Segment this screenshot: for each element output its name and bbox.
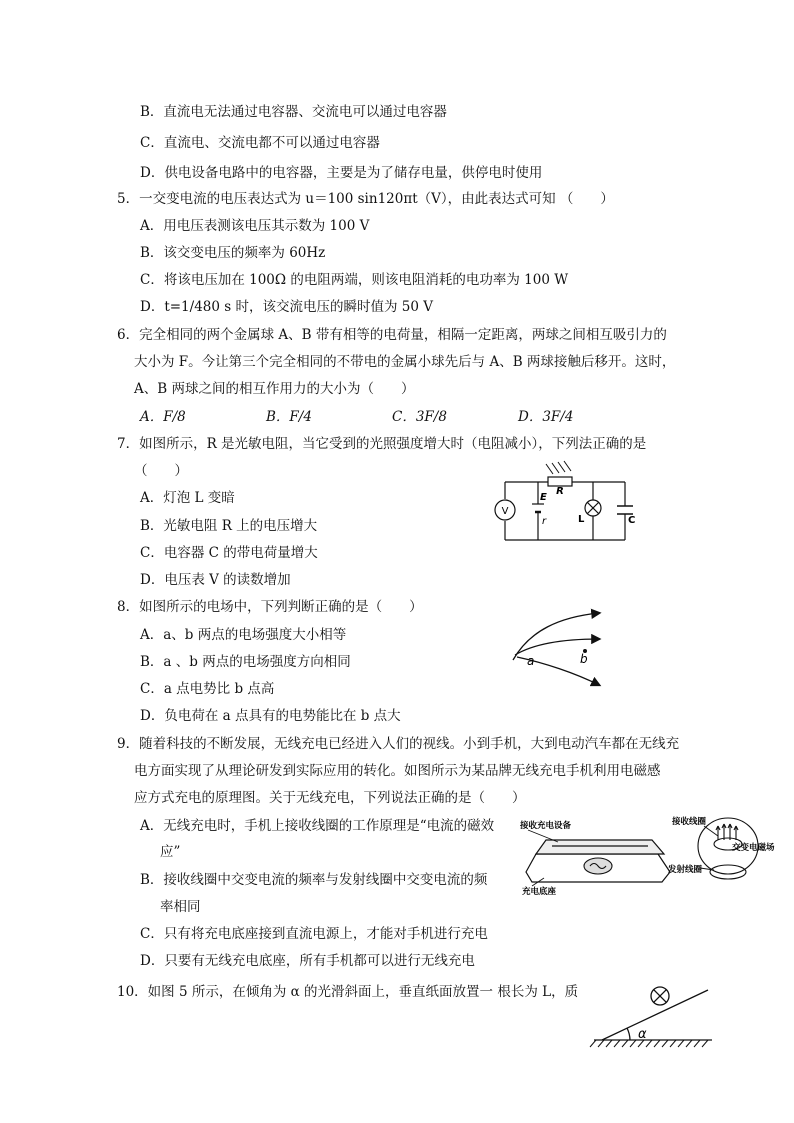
- capacitor-symbol: [617, 506, 633, 514]
- q8-field-lines-figure: [505, 605, 605, 690]
- q6-option-b: B．F/4: [266, 409, 312, 425]
- q5-option-c: C．将该电压加在 100Ω 的电阻两端，则该电阻消耗的电功率为 100 W: [140, 272, 569, 288]
- q6-option-a: A．F/8: [140, 409, 186, 425]
- q8-option-a: A．a、b 两点的电场强度大小相等: [140, 627, 347, 643]
- label-v: V: [501, 506, 509, 517]
- q4-option-c: C．直流电、交流电都不可以通过电容器: [140, 135, 380, 151]
- q9-stem-line3: 应方式充电的原理图。关于无线充电，下列说法正确的是（ ）: [134, 790, 526, 806]
- label-a: a: [527, 654, 535, 668]
- ground-hatch: [590, 1040, 708, 1047]
- q8-option-c: C．a 点电势比 b 点高: [140, 681, 275, 697]
- label-r-internal: r: [542, 516, 547, 527]
- q6-option-c: C．3F/8: [392, 409, 447, 425]
- q9-stem-line1: 9．随着科技的不断发展，无线充电已经进入人们的视线。小到手机，大到电动汽车都在无线充: [117, 736, 680, 752]
- label-charging-base: 充电底座: [522, 887, 557, 897]
- q6-option-d: D．3F/4: [518, 409, 574, 425]
- q7-stem-line2: （ ）: [134, 463, 188, 479]
- label-r-resistor: R: [556, 486, 564, 497]
- q7-circuit-figure: [490, 460, 640, 552]
- q6-stem-line2: 大小为 F。今让第三个完全相同的不带电的金属小球先后与 A、B 两球接触后移开。这时，: [134, 354, 676, 370]
- q6-stem-line1: 6．完全相同的两个金属球 A、B 带有相等的电荷量，相隔一定距离，两球之间相互吸引力的: [117, 327, 667, 343]
- label-alpha: α: [638, 1027, 647, 1042]
- coil-icon: [584, 858, 612, 874]
- q9-option-b-line2: 率相同: [160, 899, 201, 915]
- q9-option-b-line1: B．接收线圈中交变电流的频率与发射线圈中交变电流的频: [140, 872, 488, 888]
- q5-option-b: B．该交变电压的频率为 60Hz: [140, 245, 326, 261]
- q8-option-b: B．a 、b 两点的电场强度方向相同: [140, 654, 351, 670]
- label-receive-coil: 接收线圈: [672, 817, 707, 827]
- q9-option-d: D．只要有无线充电底座，所有手机都可以进行无线充电: [140, 953, 475, 969]
- q4-option-b: B．直流电无法通过电容器、交流电可以通过电容器: [140, 104, 447, 120]
- q5-option-d: D．t=1/480 s 时，该交流电压的瞬时值为 50 V: [140, 299, 433, 315]
- light-rays-icon: [546, 461, 571, 474]
- q9-option-a-line1: A．无线充电时，手机上接收线圈的工作原理是“电流的磁效: [140, 818, 495, 834]
- q9-option-a-line2: 应”: [160, 844, 181, 860]
- q8-stem: 8．如图所示的电场中，下列判断正确的是（ ）: [117, 599, 423, 615]
- q9-stem-line2: 电方面实现了从理论研发到实际应用的转化。如图所示为某品牌无线充电手机利用电磁感: [134, 763, 661, 779]
- label-transmit-coil: 发射线圈: [668, 865, 703, 875]
- photoresistor-symbol: [548, 477, 572, 486]
- lamp-symbol: [585, 500, 601, 516]
- battery-symbol: [532, 504, 544, 512]
- q6-stem-line3: A、B 两球之间的相互作用力的大小为（ ）: [134, 381, 415, 397]
- label-ac-field: 交变电磁场: [732, 843, 775, 853]
- q7-option-b: B．光敏电阻 R 上的电压增大: [140, 518, 318, 534]
- q4-option-d: D．供电设备电路中的电容器，主要是为了储存电量，供停电时使用: [140, 165, 543, 181]
- q9-option-c: C．只有将充电底座接到直流电源上，才能对手机进行充电: [140, 926, 488, 942]
- label-receiver-device: 接收充电设备: [520, 821, 572, 831]
- q8-option-d: D．负电荷在 a 点具有的电势能比在 b 点大: [140, 708, 401, 724]
- q9-wireless-charging-figure: [518, 810, 778, 900]
- current-into-page-icon: [651, 987, 669, 1005]
- q7-option-a: A．灯泡 L 变暗: [140, 490, 235, 506]
- q10-incline-figure: [588, 980, 718, 1052]
- q7-option-c: C．电容器 C 的带电荷量增大: [140, 545, 318, 561]
- label-e: E: [540, 492, 547, 503]
- label-c: C: [628, 515, 636, 526]
- q7-stem-line1: 7．如图所示，R 是光敏电阻，当它受到的光照强度增大时（电阻减小），下列法正确的是: [117, 436, 647, 452]
- q5-option-a: A．用电压表测该电压其示数为 100 V: [140, 218, 370, 234]
- label-b: b: [580, 652, 588, 666]
- label-l: L: [578, 514, 585, 525]
- phone-shape: [536, 840, 664, 854]
- q5-stem: 5．一交变电流的电压表达式为 u＝100 sin120πt（V），由此表达式可知 （ ）: [117, 191, 614, 207]
- q10-stem: 10．如图 5 所示，在倾角为 α 的光滑斜面上，垂直纸面放置一 根长为 L，质: [117, 984, 579, 1000]
- q7-option-d: D．电压表 V 的读数增加: [140, 572, 291, 588]
